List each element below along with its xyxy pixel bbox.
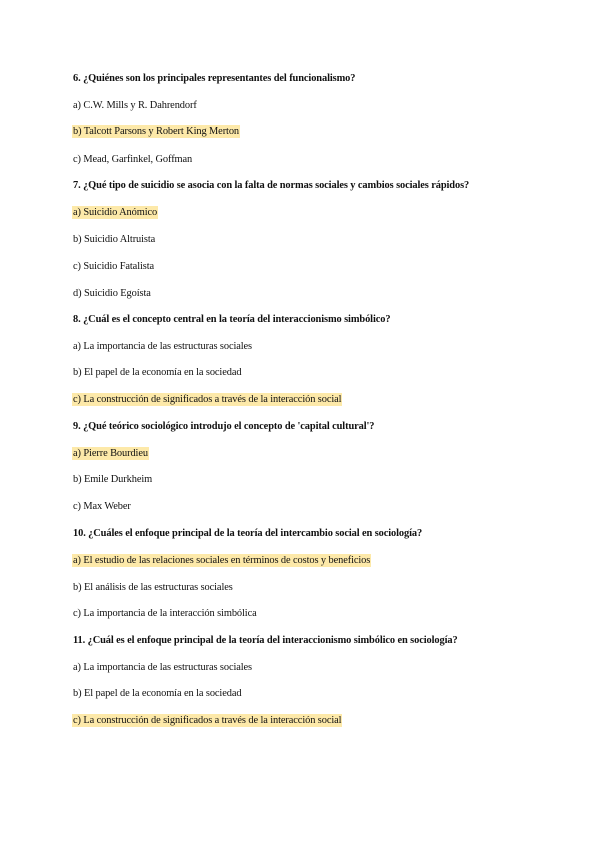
highlighted-answer: a) Suicidio Anómico [73,207,158,218]
question-10-option-c: c) La importancia de la interacción simbólica [73,608,257,619]
question-6-option-a: a) C.W. Mills y R. Dahrendorf [73,100,197,111]
question-11-option-b: b) El papel de la economía en la sociedad [73,688,242,699]
question-8-option-a: a) La importancia de las estructuras sociales [73,341,252,352]
question-6-option-c: c) Mead, Garfinkel, Goffman [73,154,193,165]
question-7-option-b: b) Suicidio Altruista [73,234,156,245]
highlighted-answer: a) El estudio de las relaciones sociales en términos de costos y beneficios [73,555,371,566]
question-10-option-b: b) El análisis de las estructuras sociales [73,582,233,593]
question-9-heading: 9. ¿Qué teórico sociológico introdujo el concepto de 'capital cultural'? [73,421,375,432]
question-7-option-c: c) Suicidio Fatalista [73,261,155,272]
question-10-option-a [73,554,371,567]
question-11-option-a: a) La importancia de las estructuras sociales [73,662,252,673]
highlighted-answer: a) Pierre Bourdieu [73,448,148,459]
highlighted-answer: c) La construcción de significados a través de la interacción social [73,715,342,726]
question-8-heading: 8. ¿Cuál es el concepto central en la teoría del interaccionismo simbólico? [73,314,391,325]
question-8-option-b: b) El papel de la economía en la sociedad [73,367,242,378]
question-11-heading: 11. ¿Cuál es el enfoque principal de la teoría del interaccionismo simbólico en sociología? [73,635,458,646]
question-9-option-a [73,447,149,460]
question-6-heading: 6. ¿Quiénes son los principales representantes del funcionalismo? [73,73,356,84]
highlighted-answer: c) La construcción de significados a través de la interacción social [73,394,342,405]
question-11-option-c [73,714,342,727]
highlighted-answer: b) Talcott Parsons y Robert King Merton [73,126,240,137]
question-7-option-a [73,206,158,219]
question-8-option-c [73,393,342,406]
question-9-option-b: b) Emile Durkheim [73,474,153,485]
question-6-option-b [73,125,240,138]
question-7-heading: 7. ¿Qué tipo de suicidio se asocia con la falta de normas sociales y cambios sociales rápidos? [73,180,470,191]
question-10-heading: 10. ¿Cuáles el enfoque principal de la teoría del intercambio social en sociología? [73,528,423,539]
question-7-option-d: d) Suicidio Egoísta [73,288,151,299]
question-9-option-c: c) Max Weber [73,501,131,512]
